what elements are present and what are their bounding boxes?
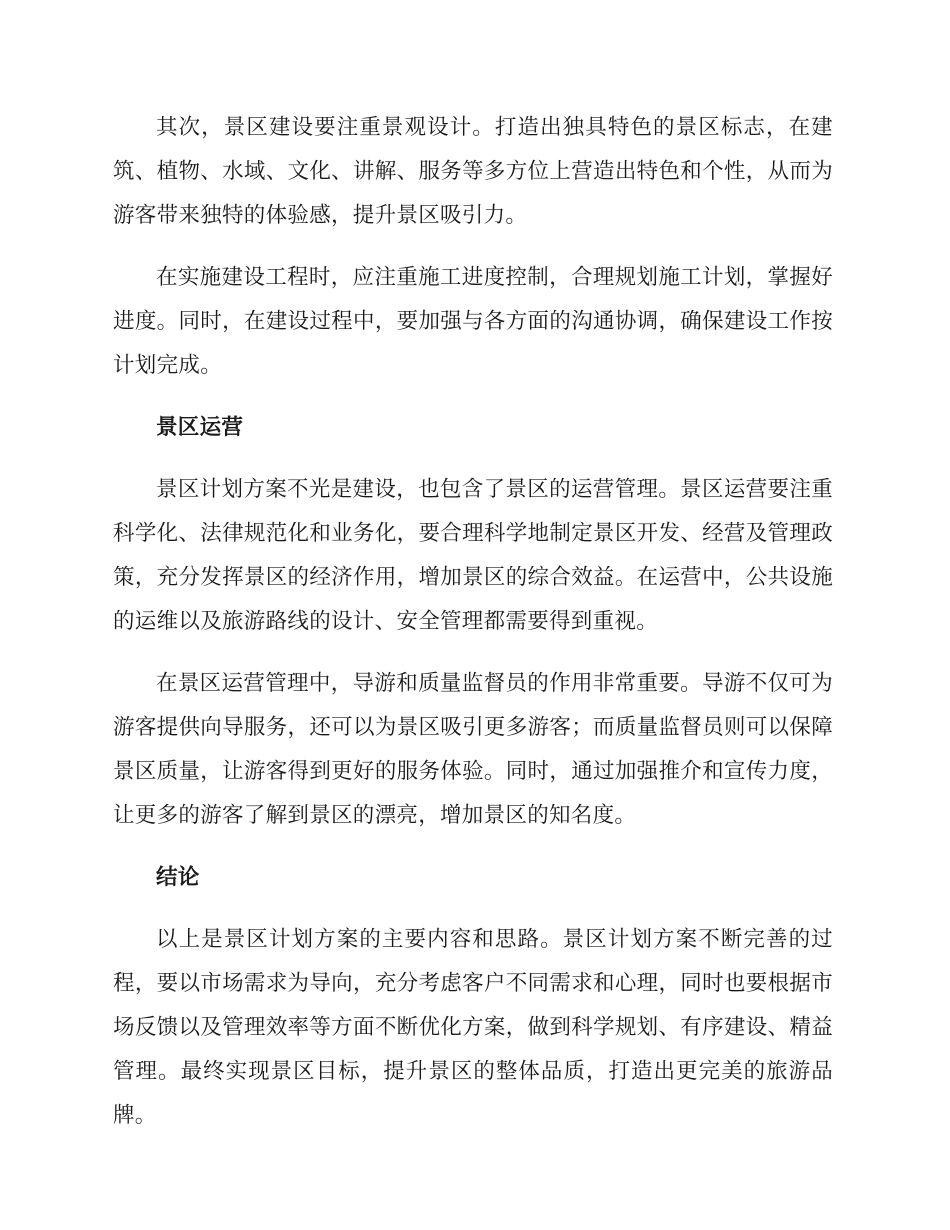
paragraph-landscape-design: 其次，景区建设要注重景观设计。打造出独具特色的景区标志，在建筑、植物、水域、文化、讲解、服务等多方位上营造出特色和个性，从而为游客带来独特的体验感，提升景区吸引力。	[113, 115, 833, 228]
paragraph-conclusion: 以上是景区计划方案的主要内容和思路。景区计划方案不断完善的过程，要以市场需求为导向，充分考虑客户不同需求和心理，同时也要根据市场反馈以及管理效率等方面不断优化方案，做到科学规划、有序建设、精益管理。最终实现景区目标，提升景区的整体品质，打造出更完美的旅游品牌。	[113, 927, 833, 1128]
paragraph-operation-management: 景区计划方案不光是建设，也包含了景区的运营管理。景区运营要注重科学化、法律规范化和业务化，要合理科学地制定景区开发、经营及管理政策，充分发挥景区的经济作用，增加景区的综合效益。在运营中，公共设施的运维以及旅游路线的设计、安全管理都需要得到重视。	[113, 477, 833, 634]
section-heading-operation: 景区运营	[156, 415, 244, 440]
paragraph-guides-supervisors: 在景区运营管理中，导游和质量监督员的作用非常重要。导游不仅可为游客提供向导服务，还可以为景区吸引更多游客；而质量监督员则可以保障景区质量，让游客得到更好的服务体验。同时，通过加强推介和宣传力度，让更多的游客了解到景区的漂亮，增加景区的知名度。	[113, 671, 833, 828]
paragraph-construction-progress: 在实施建设工程时，应注重施工进度控制，合理规划施工计划，掌握好进度。同时，在建设过程中，要加强与各方面的沟通协调，确保建设工作按计划完成。	[113, 265, 833, 378]
section-heading-conclusion: 结论	[156, 865, 200, 890]
document-body	[113, 106, 833, 1156]
